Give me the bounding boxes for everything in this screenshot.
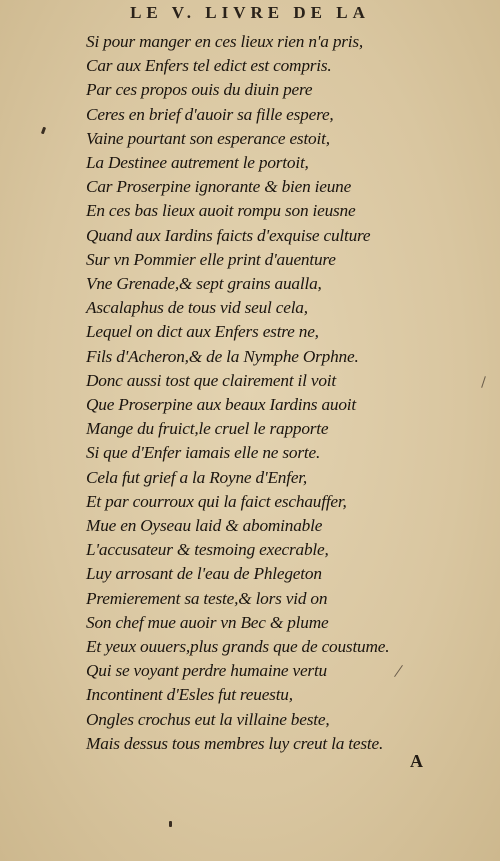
verse-line: L'accusateur & tesmoing execrable, bbox=[86, 540, 329, 560]
verse-line: Mais dessus tous membres luy creut la teste. bbox=[86, 733, 384, 753]
verse-line: Vne Grenade,& sept grains aualla, bbox=[86, 274, 322, 294]
verse-line: Si que d'Enfer iamais elle ne sorte. bbox=[86, 443, 321, 463]
verse-line: Qui se voyant perdre humaine vertu bbox=[86, 661, 327, 681]
verse-line: En ces bas lieux auoit rompu son ieusne bbox=[86, 201, 356, 221]
verse-line: Incontinent d'Esles fut reuestu, bbox=[86, 685, 293, 705]
verse-line: Et yeux ouuers,plus grands que de coustume. bbox=[86, 637, 390, 657]
verse-line: Cela fut grief a la Royne d'Enfer, bbox=[86, 467, 308, 487]
signature-mark: A bbox=[410, 751, 423, 771]
verse-line: Que Proserpine aux beaux Iardins auoit bbox=[86, 395, 356, 415]
verse-line: Vaine pourtant son esperance estoit, bbox=[86, 128, 330, 148]
verse-line: Fils d'Acheron,& de la Nymphe Orphne. bbox=[86, 346, 359, 366]
verse-line: Son chef mue auoir vn Bec & plume bbox=[86, 612, 329, 632]
verse-line: La Destinee autrement le portoit, bbox=[86, 153, 309, 173]
verse-line: Sur vn Pommier elle print d'auenture bbox=[86, 249, 336, 269]
verse-line: Quand aux Iardins faicts d'exquise culture bbox=[86, 225, 371, 245]
verse-line: Ascalaphus de tous vid seul cela, bbox=[86, 298, 308, 318]
verse-line: Donc aussi tost que clairement il voit bbox=[86, 370, 336, 390]
verse-line: Mange du fruict,le cruel le rapporte bbox=[86, 419, 329, 439]
running-head: LE V. LIVRE DE LA bbox=[130, 3, 370, 22]
verse-line: Et par courroux qui la faict eschauffer, bbox=[86, 491, 347, 511]
verse-line: Lequel on dict aux Enfers estre ne, bbox=[86, 322, 319, 342]
verse-line: Ongles crochus eut la villaine beste, bbox=[86, 709, 330, 729]
verse-line: Premierement sa teste,& lors vid on bbox=[86, 588, 328, 608]
verse-block bbox=[86, 30, 486, 756]
ink-speck bbox=[169, 821, 172, 827]
verse-line: Car Proserpine ignorante & bien ieune bbox=[86, 177, 352, 197]
verse-line: Mue en Oyseau laid & abominable bbox=[86, 516, 323, 536]
verse-line: Par ces propos ouis du diuin pere bbox=[86, 80, 313, 100]
verse-line: Luy arrosant de l'eau de Phlegeton bbox=[86, 564, 322, 584]
ink-speck bbox=[41, 127, 46, 135]
verse-line: Ceres en brief d'auoir sa fille espere, bbox=[86, 104, 334, 124]
verse-line: Car aux Enfers tel edict est compris. bbox=[86, 56, 332, 76]
verse-line: Si pour manger en ces lieux rien n'a pris, bbox=[86, 32, 364, 51]
